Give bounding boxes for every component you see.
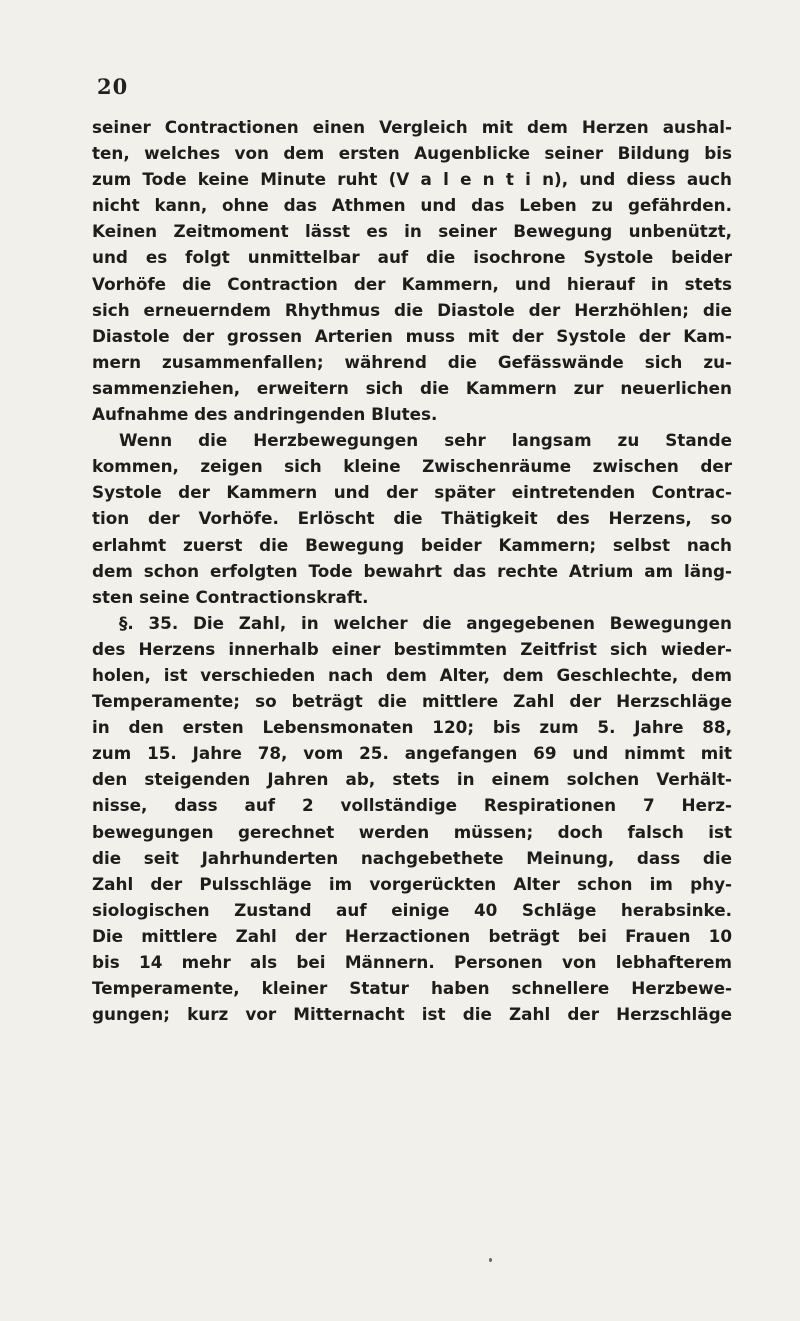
text-line: des Herzens innerhalb einer bestimmten Zeitfrist sich wieder- [92,638,732,659]
text-line: erlahmt zuerst die Bewegung beider Kammern; selbst nach [92,534,732,555]
text-line: holen, ist verschieden nach dem Alter, dem Geschlechte, dem [92,664,732,685]
body-text [92,114,732,1027]
text-line: Temperamente; so beträgt die mittlere Zahl der Herzschläge [92,691,732,712]
text-line: Aufnahme des andringenden Blutes. [92,404,438,425]
text-line: ten, welches von dem ersten Augenblicke seiner Bildung bis [92,143,732,164]
text-line: den steigenden Jahren ab, stets in einem solchen Verhält- [92,769,732,790]
text-line: Diastole der grossen Arterien muss mit der Systole der Kam- [92,325,732,346]
text-line: siologischen Zustand auf einige 40 Schläge herabsinke. [92,899,732,920]
text-line: kommen, zeigen sich kleine Zwischenräume zwischen der [92,456,732,477]
section-heading-line: §. 35. Die Zahl, in welcher die angegebenen Bewegungen [119,612,732,633]
text-line: Vorhöfe die Contraction der Kammern, und hierauf in stets [92,273,732,294]
text-line: mern zusammenfallen; während die Gefässwände sich zu- [92,351,732,372]
text-line: gungen; kurz vor Mitternacht ist die Zahl der Herzschläge [92,1004,732,1025]
text-line: die seit Jahrhunderten nachgebethete Meinung, dass die [92,847,732,868]
text-line: dem schon erfolgten Tode bewahrt das rechte Atrium am läng- [92,560,732,581]
text-line: sich erneuerndem Rhythmus die Diastole der Herzhöhlen; die [92,299,732,320]
text-line: Die mittlere Zahl der Herzactionen beträgt bei Frauen 10 [92,925,732,946]
paper-speck [489,1258,492,1262]
text-line: Systole der Kammern und der später eintretenden Contrac- [92,482,732,503]
text-line: Keinen Zeitmoment lässt es in seiner Bewegung unbenützt, [92,221,732,242]
text-line: Zahl der Pulsschläge im vorgerückten Alter schon im phy- [92,873,732,894]
text-line: nicht kann, ohne das Athmen und das Leben zu gefährden. [92,195,732,216]
text-line: Temperamente, kleiner Statur haben schnellere Herzbewe- [92,978,732,999]
text-line: seiner Contractionen einen Vergleich mit dem Herzen aushal- [92,117,732,137]
text-line: und es folgt unmittelbar auf die isochrone Systole beider [92,247,732,268]
text-line: bewegungen gerechnet werden müssen; doch falsch ist [92,821,732,842]
text-line: zum Tode keine Minute ruht (V a l e n t i n), und diess auch [92,169,732,190]
text-line: nisse, dass auf 2 vollständige Respirationen 7 Herz- [92,795,732,816]
text-line: sammenziehen, erweitern sich die Kammern zur neuerlichen [92,377,732,398]
text-line: tion der Vorhöfe. Erlöscht die Thätigkeit des Herzens, so [92,508,732,529]
paragraph-start-line: Wenn die Herzbewegungen sehr langsam zu Stande [119,430,732,451]
text-line: zum 15. Jahre 78, vom 25. angefangen 69 und nimmt mit [92,743,732,764]
text-line: in den ersten Lebensmonaten 120; bis zum 5. Jahre 88, [92,717,732,738]
text-line: bis 14 mehr als bei Männern. Personen von lebhafterem [92,952,732,972]
text-line: sten seine Contractionskraft. [92,586,369,607]
page-number: 20 [97,74,129,99]
